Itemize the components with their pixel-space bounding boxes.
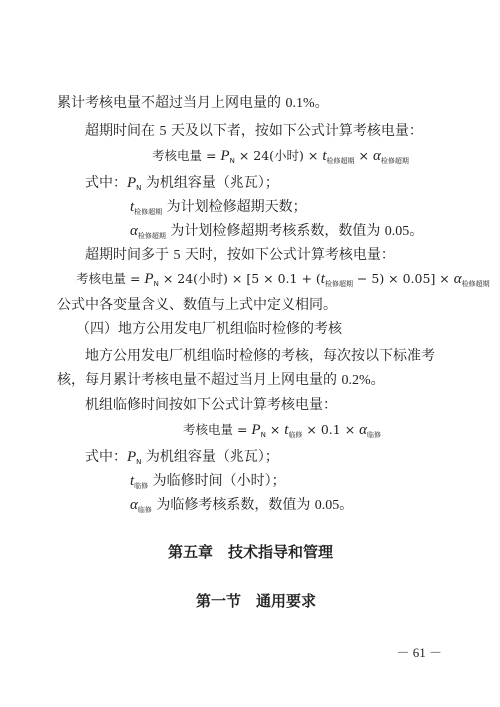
formula-2: 考核电量 = $P_N \times 24$(小时) × $[5 \times 0.1 + (t_{检修超期} - 5) \times 0.05] \times \alpha_{检修超期}$ [76, 271, 490, 288]
formula-1: 考核电量 = $P_N \times 24$(小时) × $t_{检修超期} \times \alpha_{检修超期}$ [152, 148, 409, 165]
text-line: 核，每月累计考核电量不超过当月上网电量的 0.2%。 [57, 372, 385, 388]
text-line: 式中：$P_N$ 为机组容量（兆瓦）； [85, 449, 279, 466]
text-line: $\alpha_{临修}$ 为临修考核系数，数值为 0.05。 [130, 497, 354, 514]
section-heading: 第一节 通用要求 [196, 592, 317, 610]
text-line: 机组临修时间按如下公式计算考核电量： [85, 397, 337, 413]
text-line: 累计考核电量不超过当月上网电量的 0.1%。 [57, 95, 329, 111]
chapter-heading: 第五章 技术指导和管理 [168, 543, 334, 561]
text-line: 超期时间在 5 天及以下者，按如下公式计算考核电量： [85, 123, 423, 139]
text-line: 公式中各变量含义、数值与上式中定义相同。 [57, 297, 337, 313]
text-line: $t_{检修超期}$ 为计划检修超期天数； [130, 199, 307, 216]
formula-3: 考核电量 = $P_N \times t_{临修} \times 0.1 \times \alpha_{临修}$ [183, 422, 382, 439]
text-line: $t_{临修}$ 为临修时间（小时）； [130, 473, 286, 490]
text-line: 地方公用发电厂机组临时检修的考核，每次按以下标准考 [85, 348, 435, 364]
text-line: 超期时间多于 5 天时，按如下公式计算考核电量： [85, 247, 395, 263]
text-line: （四）地方公用发电厂机组临时检修的考核 [76, 321, 342, 337]
text-line: $\alpha_{检修超期}$ 为计划检修超期考核系数，数值为 0.05。 [130, 223, 424, 240]
page-number: － 61 － [396, 645, 442, 660]
text-line: 式中：$P_N$ 为机组容量（兆瓦）； [85, 175, 279, 192]
